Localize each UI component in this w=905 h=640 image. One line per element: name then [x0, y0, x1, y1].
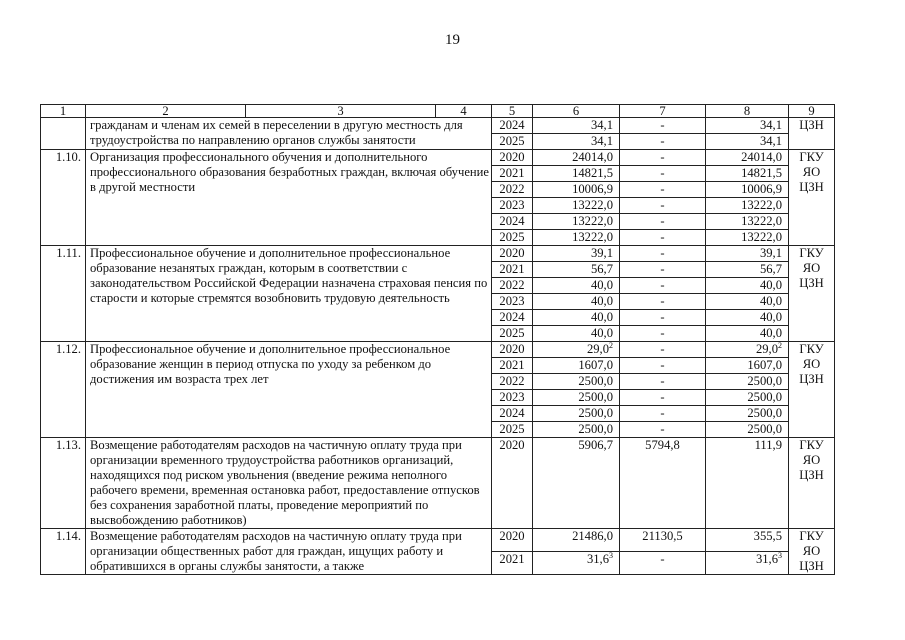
federal-cell: - [620, 182, 706, 198]
header-cell-2: 2 [86, 105, 246, 118]
federal-cell: - [620, 118, 706, 134]
total-cell [533, 246, 620, 262]
item-number-cell [41, 118, 86, 150]
year-cell: 2022 [492, 182, 533, 198]
federal-cell: - [620, 166, 706, 182]
year-cell: 2021 [492, 358, 533, 374]
total-cell [533, 262, 620, 278]
regional-cell-value: 10006,9 [741, 182, 782, 196]
regional-cell [706, 182, 789, 198]
header-cell-3: 3 [246, 105, 436, 118]
federal-cell: - [620, 294, 706, 310]
year-cell: 2024 [492, 406, 533, 422]
year-cell: 2021 [492, 166, 533, 182]
regional-cell [706, 278, 789, 294]
item-number-cell: 1.14. [41, 529, 86, 575]
item-number-cell: 1.13. [41, 438, 86, 529]
total-cell [533, 182, 620, 198]
regional-cell-footnote: 2 [778, 341, 782, 350]
regional-cell-value: 34,1 [759, 118, 782, 132]
regional-cell-value: 13222,0 [741, 214, 782, 228]
regional-cell-value: 40,0 [759, 294, 782, 308]
year-cell: 2024 [492, 214, 533, 230]
regional-cell-value: 2500,0 [747, 374, 782, 388]
regional-cell [706, 374, 789, 390]
federal-cell: - [620, 310, 706, 326]
year-cell: 2023 [492, 198, 533, 214]
regional-cell [706, 198, 789, 214]
budget-table [40, 104, 835, 575]
year-cell: 2025 [492, 134, 533, 150]
regional-cell [706, 552, 789, 575]
federal-cell: - [620, 358, 706, 374]
regional-cell-footnote: 3 [778, 551, 782, 560]
federal-cell: 21130,5 [620, 529, 706, 552]
regional-cell [706, 118, 789, 134]
year-cell: 2020 [492, 246, 533, 262]
responsible-cell: ГКУ ЯО ЦЗН [789, 529, 835, 575]
total-cell-value: 56,7 [590, 262, 613, 276]
total-cell [533, 166, 620, 182]
table-row [41, 118, 835, 134]
header-cell-6: 6 [533, 105, 620, 118]
total-cell-value: 10006,9 [572, 182, 613, 196]
item-description-cell: гражданам и членам их семей в переселении в другую местность для трудоустройства по направлению органов службы занятости [86, 118, 492, 150]
total-cell [533, 230, 620, 246]
header-row [41, 105, 835, 118]
total-cell [533, 422, 620, 438]
year-cell: 2024 [492, 310, 533, 326]
total-cell-value: 14821,5 [572, 166, 613, 180]
year-cell: 2020 [492, 150, 533, 166]
regional-cell [706, 406, 789, 422]
year-cell: 2021 [492, 552, 533, 575]
total-cell-value: 34,1 [590, 134, 613, 148]
item-number-cell: 1.11. [41, 246, 86, 342]
item-number-cell: 1.12. [41, 342, 86, 438]
table-row [41, 438, 835, 529]
year-cell: 2020 [492, 529, 533, 552]
total-cell [533, 278, 620, 294]
total-cell-value: 40,0 [590, 294, 613, 308]
federal-cell: - [620, 150, 706, 166]
total-cell [533, 529, 620, 552]
year-cell: 2025 [492, 230, 533, 246]
total-cell-value: 39,1 [590, 246, 613, 260]
header-cell-4: 4 [436, 105, 492, 118]
regional-cell [706, 150, 789, 166]
regional-cell-value: 1607,0 [747, 358, 782, 372]
regional-cell-value: 39,1 [759, 246, 782, 260]
year-cell: 2020 [492, 438, 533, 529]
total-cell-value: 40,0 [590, 278, 613, 292]
regional-cell-value: 40,0 [759, 310, 782, 324]
federal-cell: - [620, 278, 706, 294]
federal-cell: - [620, 246, 706, 262]
total-cell [533, 374, 620, 390]
total-cell [533, 552, 620, 575]
total-cell-value: 2500,0 [578, 406, 613, 420]
item-description-cell: Организация профессионального обучения и дополнительного профессионального образования безработных граждан, включая обучение в другой местности [86, 150, 492, 246]
total-cell [533, 294, 620, 310]
regional-cell-value: 2500,0 [747, 390, 782, 404]
year-cell: 2023 [492, 294, 533, 310]
regional-cell [706, 390, 789, 406]
year-cell: 2021 [492, 262, 533, 278]
item-number-cell: 1.10. [41, 150, 86, 246]
regional-cell [706, 262, 789, 278]
total-cell [533, 438, 620, 529]
federal-cell: - [620, 552, 706, 575]
federal-cell: - [620, 230, 706, 246]
responsible-cell: ГКУ ЯО ЦЗН [789, 438, 835, 529]
total-cell-value: 29,0 [586, 342, 609, 356]
regional-cell-value: 13222,0 [741, 198, 782, 212]
regional-cell [706, 166, 789, 182]
total-cell [533, 310, 620, 326]
regional-cell [706, 134, 789, 150]
federal-cell: - [620, 198, 706, 214]
regional-cell-value: 2500,0 [747, 422, 782, 436]
year-cell: 2023 [492, 390, 533, 406]
total-cell-value: 2500,0 [578, 374, 613, 388]
total-cell [533, 118, 620, 134]
federal-cell: - [620, 374, 706, 390]
regional-cell-value: 2500,0 [747, 406, 782, 420]
regional-cell [706, 438, 789, 529]
federal-cell: - [620, 214, 706, 230]
total-cell-value: 1607,0 [578, 358, 613, 372]
total-cell [533, 406, 620, 422]
total-cell [533, 358, 620, 374]
total-cell-value: 40,0 [590, 310, 613, 324]
year-cell: 2025 [492, 326, 533, 342]
total-cell-footnote: 3 [609, 551, 613, 560]
table-row [41, 246, 835, 262]
header-cell-1: 1 [41, 105, 86, 118]
regional-cell [706, 310, 789, 326]
regional-cell-value: 14821,5 [741, 166, 782, 180]
table-row [41, 529, 835, 552]
year-cell: 2022 [492, 278, 533, 294]
federal-cell: - [620, 134, 706, 150]
table-body [41, 105, 835, 575]
total-cell-footnote: 2 [609, 341, 613, 350]
regional-cell [706, 246, 789, 262]
regional-cell-value: 40,0 [759, 278, 782, 292]
regional-cell-value: 31,6 [755, 552, 778, 566]
item-description-cell: Профессиональное обучение и дополнительное профессиональное образование женщин в период отпуска по уходу за ребенком до достижения им возраста трех лет [86, 342, 492, 438]
regional-cell [706, 214, 789, 230]
table-row [41, 150, 835, 166]
total-cell [533, 390, 620, 406]
regional-cell [706, 358, 789, 374]
total-cell-value: 31,6 [586, 552, 609, 566]
year-cell: 2020 [492, 342, 533, 358]
federal-cell: - [620, 342, 706, 358]
federal-cell: - [620, 406, 706, 422]
page-number: 19 [445, 32, 460, 48]
federal-cell: - [620, 390, 706, 406]
total-cell-value: 24014,0 [572, 150, 613, 164]
regional-cell [706, 230, 789, 246]
federal-cell: - [620, 262, 706, 278]
federal-cell: 5794,8 [620, 438, 706, 529]
header-cell-5: 5 [492, 105, 533, 118]
total-cell-value: 5906,7 [578, 438, 613, 452]
total-cell-value: 13222,0 [572, 230, 613, 244]
federal-cell: - [620, 422, 706, 438]
regional-cell [706, 529, 789, 552]
year-cell: 2022 [492, 374, 533, 390]
responsible-cell: ЦЗН [789, 118, 835, 150]
total-cell [533, 214, 620, 230]
total-cell [533, 198, 620, 214]
header-cell-7: 7 [620, 105, 706, 118]
regional-cell-value: 40,0 [759, 326, 782, 340]
year-cell: 2024 [492, 118, 533, 134]
regional-cell-value: 111,9 [754, 438, 782, 452]
responsible-cell: ГКУ ЯО ЦЗН [789, 246, 835, 342]
total-cell [533, 342, 620, 358]
responsible-cell: ГКУ ЯО ЦЗН [789, 342, 835, 438]
total-cell-value: 2500,0 [578, 422, 613, 436]
regional-cell [706, 326, 789, 342]
regional-cell-value: 13222,0 [741, 230, 782, 244]
item-description-cell: Возмещение работодателям расходов на частичную оплату труда при организации временного трудоустройства работников организаций, находящихся под риском увольнения (введение режима неполного рабочего времени, временная остановка работ, предоставление отпусков без сохранения заработной платы, проведение мероприятий по высвобождению работников) [86, 438, 492, 529]
header-cell-8: 8 [706, 105, 789, 118]
regional-cell [706, 294, 789, 310]
total-cell-value: 2500,0 [578, 390, 613, 404]
total-cell-value: 13222,0 [572, 198, 613, 212]
total-cell-value: 21486,0 [572, 529, 613, 543]
item-description-cell: Возмещение работодателям расходов на частичную оплату труда при организации общественных работ для граждан, ищущих работу и обратившихся в органы службы занятости, а также [86, 529, 492, 575]
responsible-cell: ГКУ ЯО ЦЗН [789, 150, 835, 246]
regional-cell [706, 342, 789, 358]
regional-cell-value: 24014,0 [741, 150, 782, 164]
total-cell-value: 34,1 [590, 118, 613, 132]
total-cell [533, 326, 620, 342]
regional-cell [706, 422, 789, 438]
total-cell [533, 150, 620, 166]
table-row [41, 342, 835, 358]
federal-cell: - [620, 326, 706, 342]
regional-cell-value: 355,5 [753, 529, 782, 543]
item-description-cell: Профессиональное обучение и дополнительное профессиональное образование незанятых граждан, которым в соответствии с законодательством Российской Федерации назначена страховая пенсия по старости и которые стремятся возобновить трудовую деятельность [86, 246, 492, 342]
year-cell: 2025 [492, 422, 533, 438]
regional-cell-value: 29,0 [755, 342, 778, 356]
regional-cell-value: 34,1 [759, 134, 782, 148]
regional-cell-value: 56,7 [759, 262, 782, 276]
total-cell-value: 40,0 [590, 326, 613, 340]
total-cell [533, 134, 620, 150]
total-cell-value: 13222,0 [572, 214, 613, 228]
header-cell-9: 9 [789, 105, 835, 118]
